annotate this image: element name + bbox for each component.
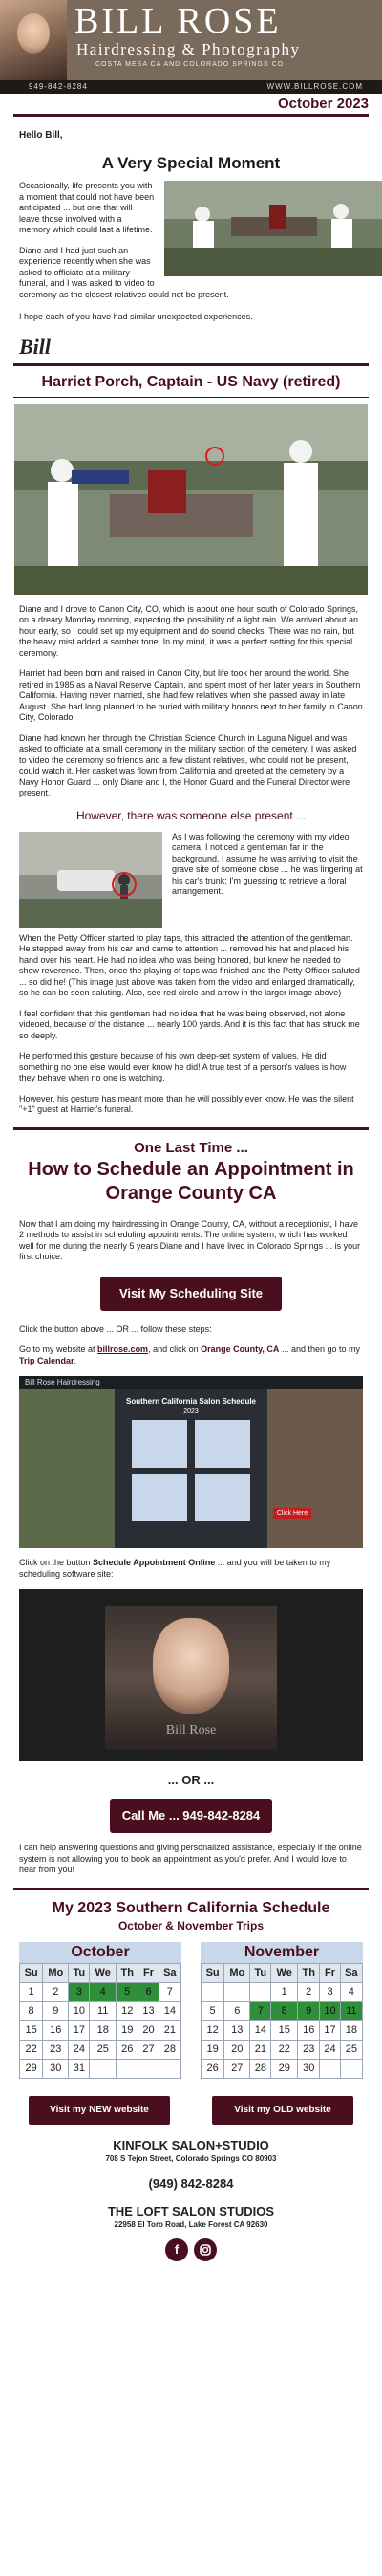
schedule-para-2: Click the button above ... OR ... follow these steps: <box>19 1323 212 1334</box>
calendar-day: 7 <box>159 1982 180 2001</box>
calendar-day: 20 <box>138 2020 159 2040</box>
calendar-day: 21 <box>250 2040 271 2059</box>
calendar-grid <box>201 1963 363 2079</box>
trip-calendar-screenshot <box>19 1376 363 1548</box>
calendar-day: 5 <box>117 1982 138 2001</box>
schedule-para-4: Click on the button Schedule Appointment Online ... and you will be taken to my scheduling software site: <box>19 1558 331 1579</box>
calendar-day: 24 <box>320 2040 340 2059</box>
calendar-day: 2 <box>298 1982 320 2001</box>
calendar-day: 22 <box>271 2040 298 2059</box>
calendar-day: 28 <box>159 2040 180 2059</box>
calendar-day-header: Sa <box>159 1963 180 1982</box>
calendar-day: 19 <box>117 2020 138 2040</box>
calendar-day: 12 <box>117 2001 138 2020</box>
schedule-title: How to Schedule an Appointment in Orange County CA <box>28 1158 354 1204</box>
call-me-button[interactable]: Call Me ... 949-842-8284 <box>110 1799 272 1833</box>
website-buttons <box>29 2096 353 2125</box>
calendar-day: 29 <box>271 2059 298 2078</box>
calendar-day: 14 <box>159 2001 180 2020</box>
calendar-day: 16 <box>43 2020 69 2040</box>
moment-para-2: Diane and I had just such an experience recently when she was asked to officiate at a military funeral, and I was asked to video to ceremony as the closest relatives could not be present. <box>19 245 229 299</box>
calendar-day <box>90 2059 117 2078</box>
calendar-day: 8 <box>20 2001 43 2020</box>
schedule-para-5: I can help answering questions and giving personalized assistance, especially if the online system is not allowing you to book an appointment as you'd prefer. And I would love to hear from you! <box>19 1843 362 1874</box>
ss-title: Southern California Salon Schedule <box>125 1397 257 1406</box>
schedule-online-link[interactable]: Schedule Appointment Online <box>93 1558 216 1567</box>
moment-para-1: Occasionally, life presents you with a moment that could not have been anticipated ... but one that will leave those involved with a memory which could last a lifetime. <box>19 181 155 234</box>
calendar-day: 26 <box>202 2059 224 2078</box>
calendar-day: 26 <box>117 2040 138 2059</box>
calendar-grid <box>19 1963 181 2079</box>
visit-scheduling-site-button[interactable]: Visit My Scheduling Site <box>100 1277 282 1311</box>
honor-guard-photo <box>164 181 382 276</box>
calendar-day: 25 <box>90 2040 117 2059</box>
calendar-day: 12 <box>202 2020 224 2040</box>
calendar-day-header: Sa <box>340 1963 362 1982</box>
ss-year: 2023 <box>183 1408 199 1415</box>
schedule-kicker: One Last Time ... <box>134 1139 248 1156</box>
scheduling-software-screenshot <box>19 1589 363 1761</box>
calendar-day: 3 <box>320 1982 340 2001</box>
calendar-day: 16 <box>298 2020 320 2040</box>
orange-county-link[interactable]: Orange County, CA <box>201 1344 280 1354</box>
calendar-day: 18 <box>340 2020 362 2040</box>
calendar-day: 27 <box>224 2059 250 2078</box>
calendar-day: 30 <box>43 2059 69 2078</box>
calendar-day: 15 <box>271 2020 298 2040</box>
salon1-name: KINFOLK SALON+STUDIO <box>113 2137 269 2152</box>
calendar-day: 6 <box>224 2001 250 2020</box>
moment-title: A Very Special Moment <box>101 154 281 172</box>
calendar-day <box>117 2059 138 2078</box>
calendar-day: 23 <box>43 2040 69 2059</box>
calendar-day: 19 <box>202 2040 224 2059</box>
calendar-day-header: We <box>271 1963 298 1982</box>
calendar-subtitle: October & November Trips <box>117 1918 265 1932</box>
calendar-month-title: November <box>201 1942 363 1963</box>
calendar-day: 13 <box>224 2020 250 2040</box>
ss-brand: Bill Rose Hairdressing <box>25 1378 100 1386</box>
calendar-title: My 2023 Southern California Schedule <box>52 1899 330 1916</box>
schedule-para-3: Go to my website at billrose.com, and click on Orange County, CA ... and then go to my Trip Calendar. <box>19 1344 360 1365</box>
calendar-day-header: Fr <box>320 1963 340 1982</box>
calendar-day <box>224 1982 250 2001</box>
calendar-day: 9 <box>43 2001 69 2020</box>
calendar-day: 31 <box>69 2059 90 2078</box>
header-portrait <box>0 0 67 80</box>
calendar-day: 1 <box>20 1982 43 2001</box>
visit-old-website-button[interactable]: Visit my OLD website <box>212 2096 353 2125</box>
billrose-link[interactable]: billrose.com <box>97 1344 149 1354</box>
harriet-para-4: As I was following the ceremony with my video camera, I noticed a gentleman far in the background. I assume he was arriving to visit the grave site of someone close ... he was lingering at his car's trunk; I'm guessing to retrieve a floral arrangement. <box>172 831 363 896</box>
calendar-day: 21 <box>159 2020 180 2040</box>
calendar-day-header: Th <box>298 1963 320 1982</box>
calendar-day-header: Mo <box>224 1963 250 1982</box>
calendar-day: 23 <box>298 2040 320 2059</box>
calendar-day <box>320 2059 340 2078</box>
calendar-day: 7 <box>250 2001 271 2020</box>
calendar-day: 18 <box>90 2020 117 2040</box>
calendar-day: 3 <box>69 1982 90 2001</box>
calendar-day: 24 <box>69 2040 90 2059</box>
calendar-day: 11 <box>90 2001 117 2020</box>
calendar-day: 2 <box>43 1982 69 2001</box>
calendar-day-header: Tu <box>250 1963 271 1982</box>
calendar-day: 28 <box>250 2059 271 2078</box>
salon2-name: THE LOFT SALON STUDIOS <box>107 2203 275 2218</box>
calendar-day-header: Fr <box>138 1963 159 1982</box>
calendar-day: 1 <box>271 1982 298 2001</box>
harriet-title: Harriet Porch, Captain - US Navy (retired) <box>41 373 341 390</box>
calendar-day-header: Mo <box>43 1963 69 1982</box>
instagram-icon[interactable] <box>194 2238 217 2261</box>
calendar-day <box>202 1982 224 2001</box>
calendar-day: 10 <box>320 2001 340 2020</box>
harriet-para-7: He performed this gesture because of his own deep-set system of values. He did something no one else would ever know he did! A true test of a person's values is how they behave when no one is watching. <box>19 1051 347 1082</box>
social-links <box>0 2238 382 2261</box>
or-divider: ... OR ... <box>167 1773 215 1787</box>
calendar-day: 27 <box>138 2040 159 2059</box>
calendar-day: 9 <box>298 2001 320 2020</box>
calendar-day <box>138 2059 159 2078</box>
calendar-day: 5 <box>202 2001 224 2020</box>
calendar-day <box>250 1982 271 2001</box>
calendar-day: 14 <box>250 2020 271 2040</box>
brand-subtitle: Hairdressing & Photography <box>76 40 301 58</box>
calendars <box>19 1942 363 2079</box>
calendar-day: 15 <box>20 2020 43 2040</box>
visit-new-website-button[interactable]: Visit my NEW website <box>29 2096 170 2125</box>
calendar-october <box>19 1942 181 2079</box>
salon-info <box>0 2138 382 2229</box>
moment-section <box>19 181 363 323</box>
harriet-para-1: Diane and I drove to Canon City, CO, which is about one hour south of Colorado Springs, on a dreary Monday morning, expecting the possibility of a light rain. We arrived about an hour early, so I could set up my equipment and do sound checks. There was no rain, but the heavy mist added a somber tone. In my mind, it was a perfect setting for this special ceremony. <box>19 603 359 658</box>
calendar-day-header: Th <box>117 1963 138 1982</box>
divider <box>13 114 369 117</box>
calendar-day: 17 <box>69 2020 90 2040</box>
moment-para-3: I hope each of you have had similar unexpected experiences. <box>19 312 253 321</box>
calendar-day: 25 <box>340 2040 362 2059</box>
calendar-day: 13 <box>138 2001 159 2020</box>
header-strip <box>0 80 382 94</box>
calendar-day: 20 <box>224 2040 250 2059</box>
calendar-day: 17 <box>320 2020 340 2040</box>
issue-date: October 2023 <box>277 96 369 112</box>
ss-bill-rose: Bill Rose <box>165 1723 217 1737</box>
calendar-day: 4 <box>340 1982 362 2001</box>
signature: Bill <box>19 334 52 359</box>
calendar-month-title: October <box>19 1942 181 1963</box>
header-website[interactable]: WWW.BILLROSE.COM <box>266 82 363 91</box>
calendar-day-header: Su <box>202 1963 224 1982</box>
calendar-day: 8 <box>271 2001 298 2020</box>
calendar-day: 10 <box>69 2001 90 2020</box>
calendar-day: 4 <box>90 1982 117 2001</box>
brand-locations: COSTA MESA CA AND COLORADO SPRINGS CO <box>96 61 285 68</box>
calendar-day <box>340 2059 362 2078</box>
harriet-subhead: However, there was someone else present ... <box>75 808 307 822</box>
calendar-day <box>159 2059 180 2078</box>
calendar-november <box>201 1942 363 2079</box>
header-banner <box>0 0 382 80</box>
harriet-para-5: When the Petty Officer started to play taps, this attracted the attention of the gentleman. He stepped away from his car and came to attention ... removed his hat and placed his hand over his heart. He had no idea who was being honored, but knew he needed to show reverence. Then, once the playing of taps was finished and the Petty Officer saluted ... so did he! (This image just above was taken from the video and enlarged dramatically, so he can be seen saluting. Also, see red circle and arrow in the larger image above) <box>19 932 360 997</box>
calendar-day-header: Su <box>20 1963 43 1982</box>
facebook-icon[interactable]: f <box>165 2238 188 2261</box>
funeral-photo <box>14 404 368 595</box>
calendar-day: 29 <box>20 2059 43 2078</box>
ss-click-here: Click Here <box>273 1508 311 1519</box>
calendar-day: 30 <box>298 2059 320 2078</box>
brand-name: BILL ROSE <box>74 1 282 41</box>
gentleman-photo <box>19 832 162 928</box>
calendar-day-header: Tu <box>69 1963 90 1982</box>
harriet-para-6: I feel confident that this gentleman had no idea that he was being observed, not alone videoed, because of the distance ... nearly 100 yards. And it is this fact that has struck me so deeply. <box>19 1008 360 1040</box>
harriet-para-3: Diane had known her through the Christian Science Church in Laguna Niguel and was asked to officiate at a small ceremony in the military section of the cemetery. I was asked to video the ceremony so friends and a few distant relatives, who could not be present, could watch it. Her casket was flown from California and greeted at the cemetery by a Navy Honor Guard ... only Diane and I, the Honor Guard and the Funeral Director were present. <box>19 732 357 797</box>
trip-calendar-link[interactable]: Trip Calendar <box>19 1355 74 1365</box>
harriet-para-8: However, his gesture has meant more than he will possibly ever know. He was the silent "+1" guest at Harriet's funeral. <box>19 1093 354 1114</box>
calendar-day: 6 <box>138 1982 159 2001</box>
calendar-day: 11 <box>340 2001 362 2020</box>
harriet-para-2: Harriet had been born and raised in Canon City, but life took her around the world. She retired in 1985 as a Naval Reserve Captain, and spent most of her later years in Southern California. Having never married, she had few relatives when she passed away in late August. She had long planned to be buried with military honors next to her family in Canon City, Colorado. <box>19 668 363 722</box>
footer-phone[interactable]: (949) 842-8284 <box>148 2175 234 2191</box>
gentleman-section <box>0 832 382 999</box>
salon2-address: 22958 El Toro Road, Lake Forest CA 92630 <box>114 2219 268 2229</box>
calendar-day-header: We <box>90 1963 117 1982</box>
divider <box>13 363 369 366</box>
greeting: Hello Bill, <box>19 130 63 141</box>
header-phone[interactable]: 949-842-8284 <box>29 82 88 91</box>
salon1-address: 708 S Tejon Street, Colorado Springs CO 80903 <box>105 2153 277 2163</box>
schedule-para-1: Now that I am doing my hairdressing in Orange County, CA, without a receptionist, I have 2 methods to assist in scheduling appointments. The online system, which has worked well for me during the nearly 5 years Diane and I have lived in Colorado Springs ... is your first choice. <box>19 1218 361 1261</box>
calendar-day: 22 <box>20 2040 43 2059</box>
